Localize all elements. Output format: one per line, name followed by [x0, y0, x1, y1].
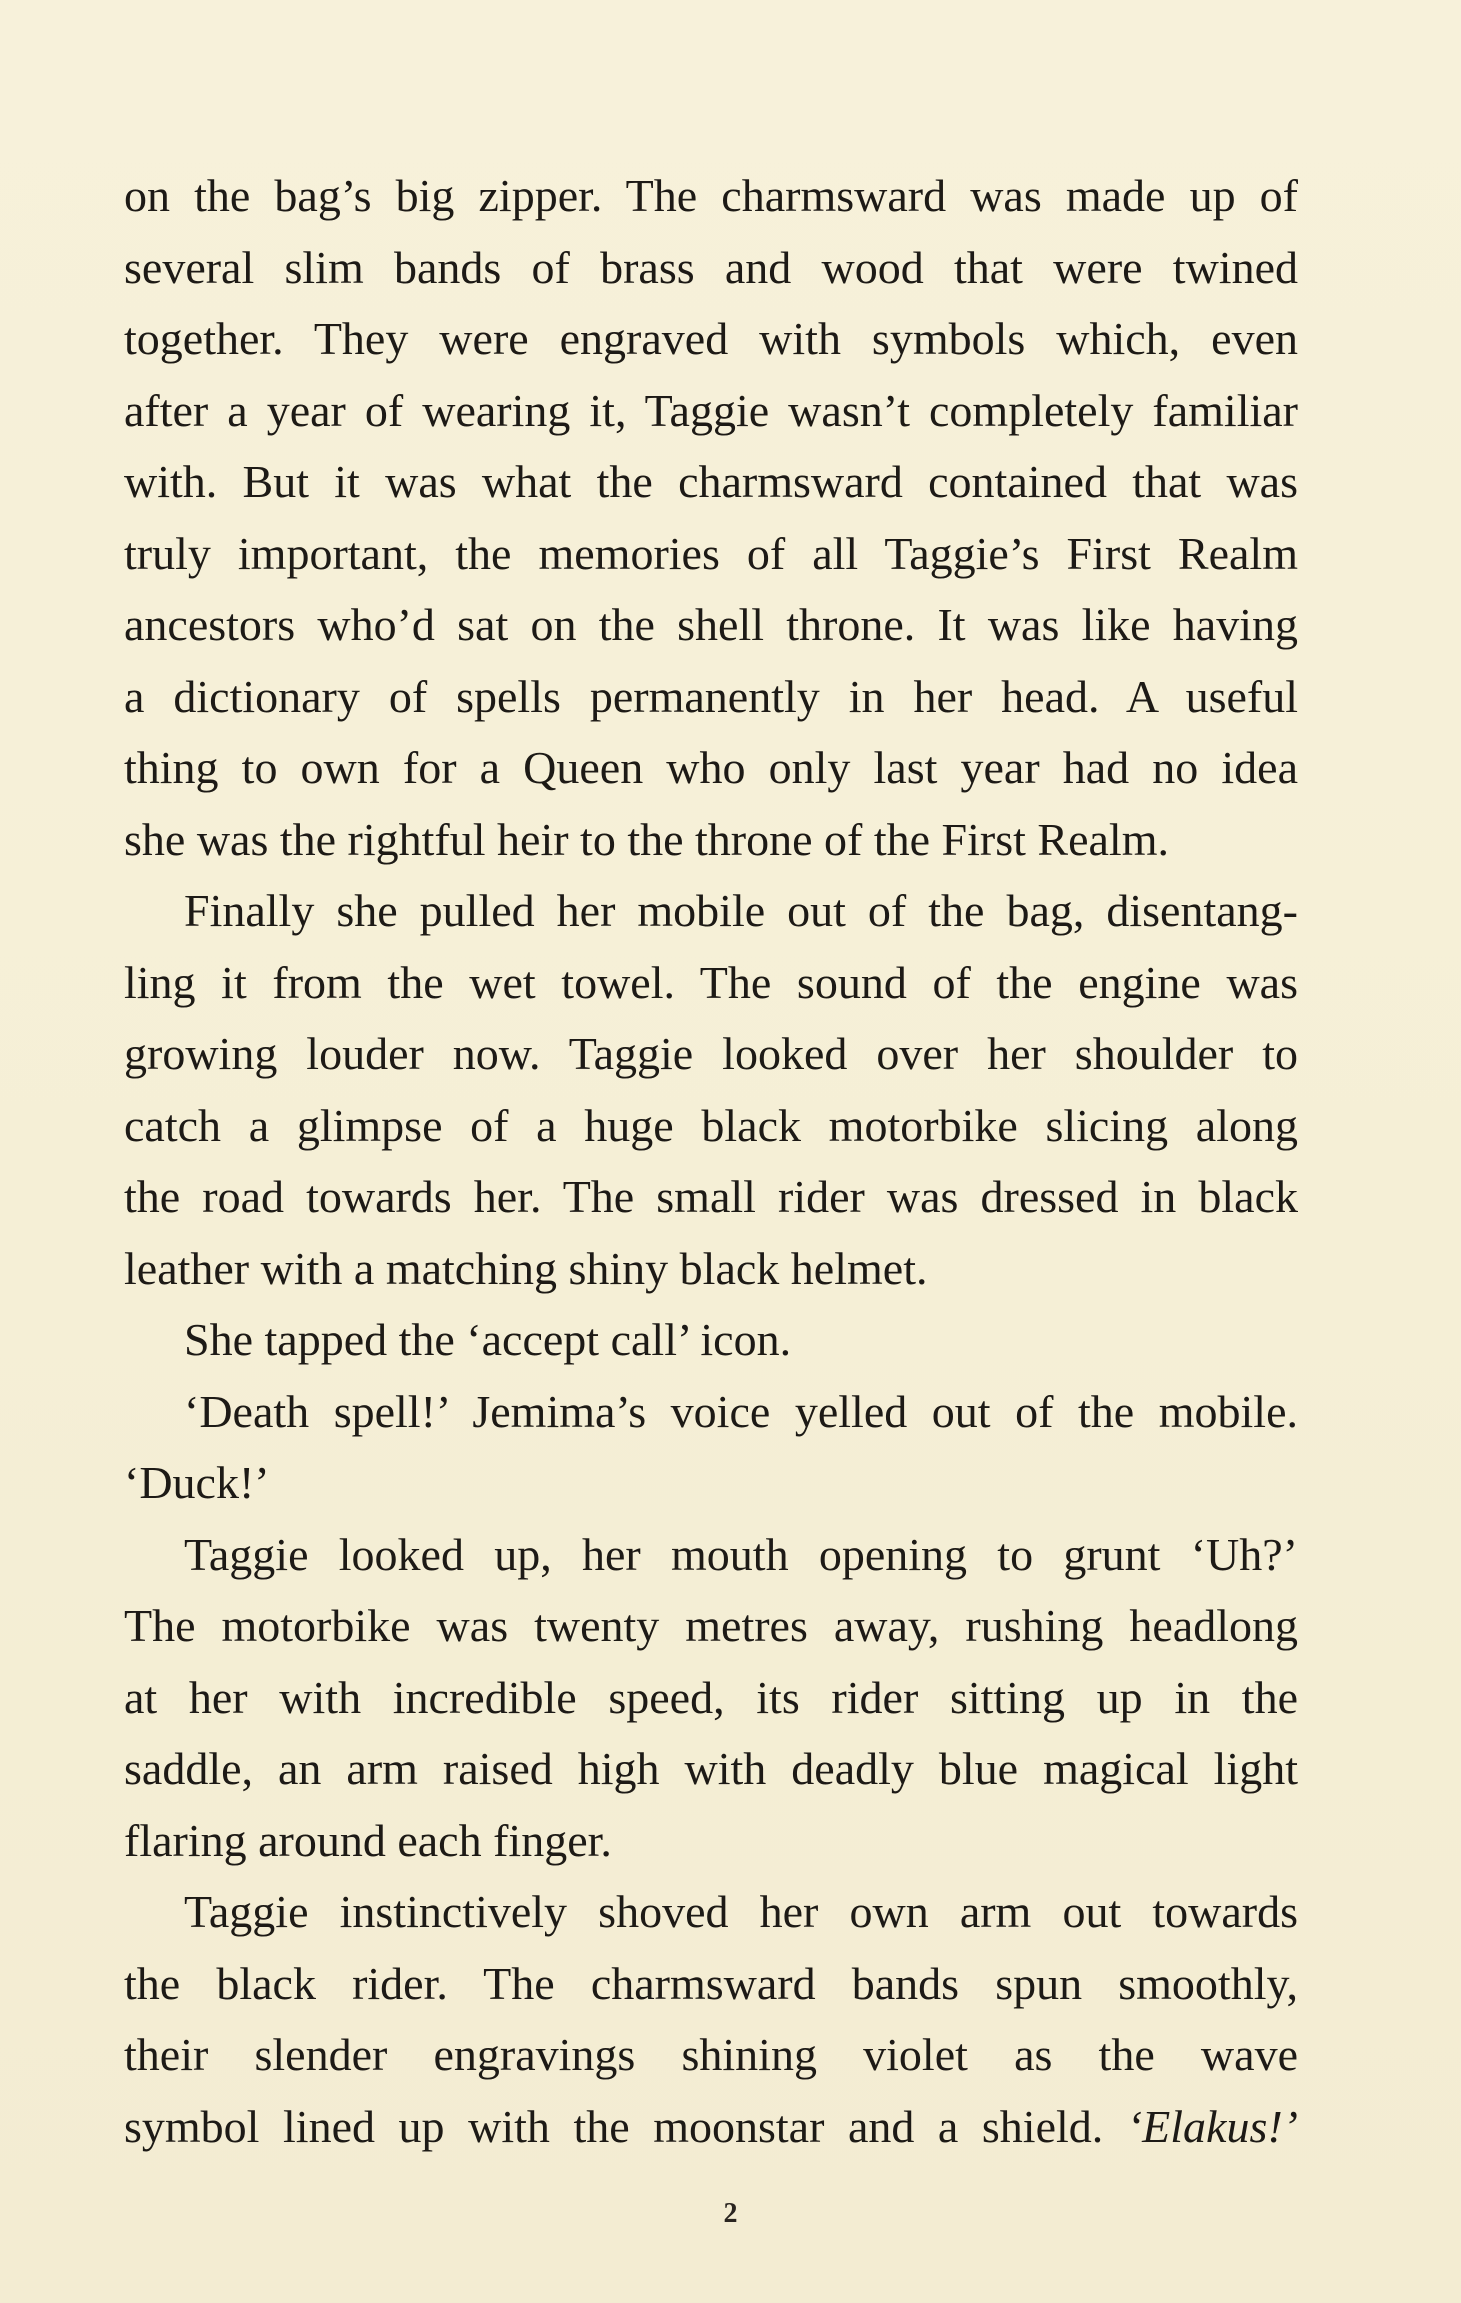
- text-line: ling it from the wet towel. The sound of the engine was: [124, 956, 1298, 1008]
- text-line: truly important, the memories of all Taggie’s First Realm: [124, 527, 1298, 579]
- final-line-text: symbol lined up with the moonstar and a shield.: [124, 2100, 1127, 2152]
- text-line: their slender engravings shining violet as the wave: [124, 2029, 1298, 2080]
- text-line: ‘Duck!’: [124, 1457, 270, 1508]
- text-line: ‘Death spell!’ Jemima’s voice yelled out of the mobile.: [184, 1385, 1298, 1437]
- text-line: growing louder now. Taggie looked over her shoulder to: [124, 1028, 1298, 1079]
- text-line: the black rider. The charmsward bands spun smoothly,: [124, 1957, 1298, 2009]
- text-line: several slim bands of brass and wood that were twined: [124, 241, 1298, 293]
- text-line: saddle, an arm raised high with deadly blue magical light: [124, 1743, 1298, 1794]
- text-line: catch a glimpse of a huge black motorbike slicing along: [124, 1099, 1298, 1151]
- text-line: ancestors who’d sat on the shell throne. It was like having: [124, 599, 1298, 650]
- text-line: leather with a matching shiny black helmet.: [124, 1242, 928, 1294]
- spell-word: ‘Elakus!’: [1126, 2100, 1298, 2152]
- text-line: a dictionary of spells permanently in her head. A useful: [124, 670, 1298, 722]
- text-line-final: [124, 2091, 1298, 2163]
- text-line: with. But it was what the charmsward contained that was: [124, 456, 1298, 507]
- text-line: She tapped the ‘accept call’ icon.: [184, 1314, 792, 1365]
- body-text: [124, 160, 1298, 2162]
- text-line: The motorbike was twenty metres away, rushing headlong: [124, 1600, 1298, 1651]
- text-line: Taggie instinctively shoved her own arm out towards: [184, 1886, 1298, 1937]
- text-line: together. They were engraved with symbols which, even: [124, 313, 1298, 364]
- text-line: Finally she pulled her mobile out of the bag, disentang-: [184, 885, 1298, 936]
- text-line: she was the rightful heir to the throne of the First Realm.: [124, 813, 1169, 865]
- text-line: after a year of wearing it, Taggie wasn’t completely familiar: [124, 384, 1298, 436]
- page-number: 2: [723, 2198, 738, 2229]
- text-line: the road towards her. The small rider was dressed in black: [124, 1171, 1298, 1222]
- text-line: Taggie looked up, her mouth opening to grunt ‘Uh?’: [184, 1528, 1298, 1580]
- text-line: on the bag’s big zipper. The charmsward was made up of: [124, 170, 1298, 221]
- text-line: at her with incredible speed, its rider sitting up in the: [124, 1671, 1298, 1723]
- text-line: thing to own for a Queen who only last year had no idea: [124, 742, 1298, 793]
- text-line: flaring around each finger.: [124, 1814, 612, 1866]
